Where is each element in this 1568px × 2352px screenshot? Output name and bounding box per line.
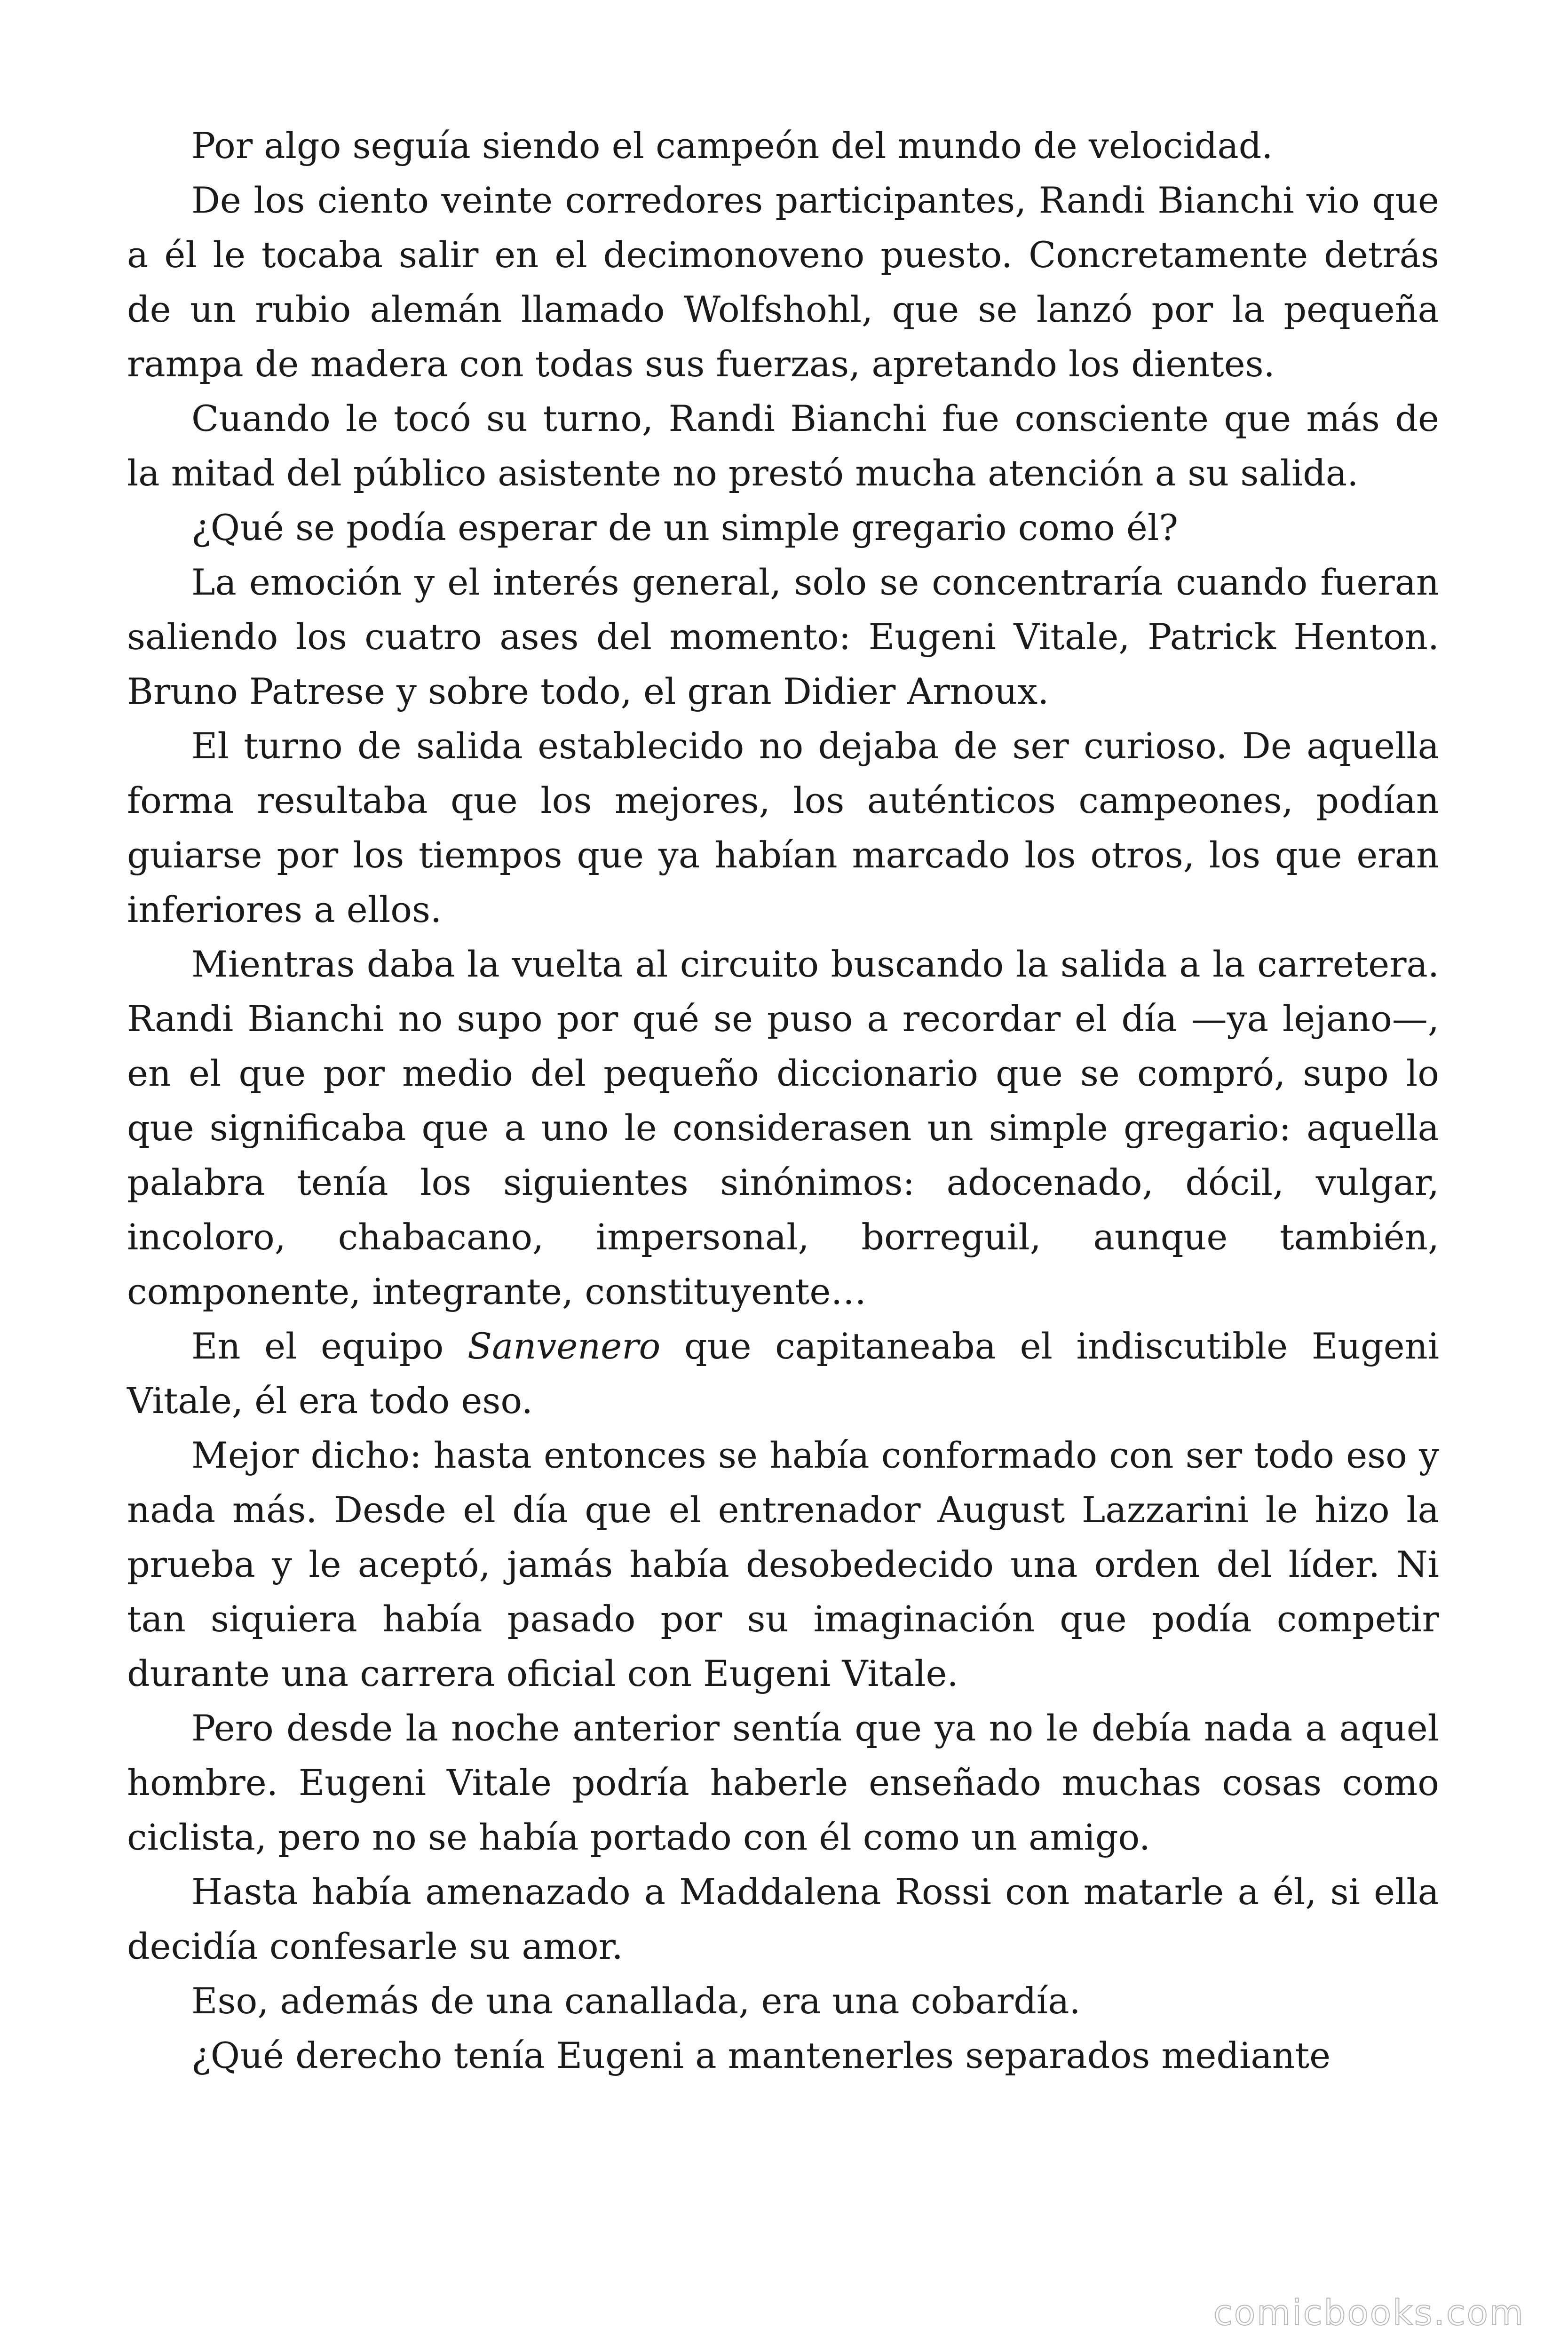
paragraph: Hasta había amenazado a Maddalena Rossi con matarle a él, si ella decidía confesarle su amor. <box>127 1871 1439 1967</box>
paragraph: ¿Qué se podía esperar de un simple gregario como él? <box>191 507 1178 548</box>
paragraph: El turno de salida establecido no dejaba de ser curioso. De aquella forma resultaba que los mejores, los auténticos campeones, podían guiarse por los tiempos que ya habían marcado los otros, los que eran inferiores a ellos. <box>127 725 1439 930</box>
paragraph: Mejor dicho: hasta entonces se había conformado con ser todo eso y nada más. Desde el día que el entrenador August Lazzarini le hizo la prueba y le aceptó, jamás había desobedecido una orden del líder. Ni tan siquiera había pasado por su imaginación que podía competir durante una carrera oficial con Eugeni Vitale. <box>127 1434 1439 1694</box>
paragraph: Mientras daba la vuelta al circuito buscando la salida a la carretera. Randi Bianchi no supo por qué se puso a recordar el día —ya lejano—, en el que por medio del pequeño diccionario que se compró, supo lo que significaba que a uno le considerasen un simple gregario: aquella palabra tenía los siguientes sinónimos: adocenado, dócil, vulgar, incoloro, chabacano, impersonal, borreguil, aunque también, componente, integrante, constituyente… <box>127 943 1439 1312</box>
paragraph-text: En el equipo <box>191 1325 467 1367</box>
paragraph: Eso, además de una canallada, era una cobardía. <box>191 1980 1081 2022</box>
paragraph: La emoción y el interés general, solo se concentraría cuando fueran saliendo los cuatro ases del momento: Eugeni Vitale, Patrick Henton. Bruno Patrese y sobre todo, el gran Didier Arnoux. <box>127 561 1439 712</box>
paragraph: Pero desde la noche anterior sentía que ya no le debía nada a aquel hombre. Eugeni Vitale podría haberle enseñado muchas cosas como ciclista, pero no se había portado con él como un amigo. <box>127 1707 1439 1858</box>
body-text <box>127 119 1439 2083</box>
watermark: comicbooks.com <box>1213 2293 1525 2333</box>
paragraph: Por algo seguía siendo el campeón del mundo de velocidad. <box>191 125 1273 167</box>
paragraph-text: que capitaneaba el indiscutible Eugeni Vitale, él era todo eso. <box>127 1325 1439 1422</box>
paragraph: Cuando le tocó su turno, Randi Bianchi fue consciente que más de la mitad del público asistente no prestó mucha atención a su salida. <box>127 397 1439 494</box>
paragraph: De los ciento veinte corredores participantes, Randi Bianchi vio que a él le tocaba salir en el decimonoveno puesto. Concretamente detrás de un rubio alemán llamado Wolfshohl, que se lanzó por la pequeña rampa de madera con todas sus fuerzas, apretando los dientes. <box>127 179 1439 385</box>
team-name-italic: Sanvenero <box>467 1325 661 1367</box>
paragraph: ¿Qué derecho tenía Eugeni a mantenerles separados mediante <box>191 2034 1331 2076</box>
paragraph <box>127 1319 1439 1428</box>
